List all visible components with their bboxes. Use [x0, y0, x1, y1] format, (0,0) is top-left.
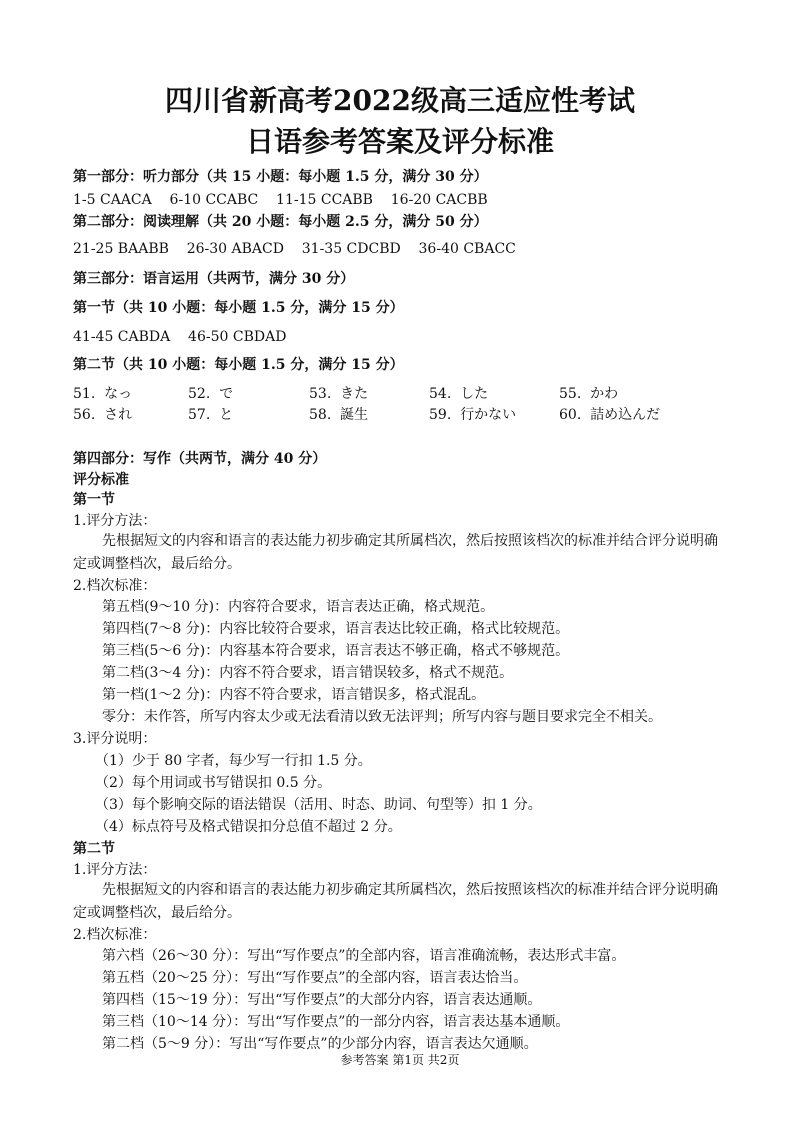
- part2-answers: 21-25 BAABB 26-30 ABACD 31-35 CDCBD 36-40 CBACC: [73, 241, 516, 257]
- part2-heading: 第二部分：阅读理解（共 20 小题：每小题 2.5 分，满分 50 分）: [73, 214, 488, 230]
- section1-method-text: 先根据短文的内容和语言的表达能力初步确定其所属档次，然后按照该档次的标准并结合评分说明确定或调整档次，最后给分。: [73, 533, 718, 572]
- note-item: （2）每个用词或书写错误扣 0.5 分。: [95, 775, 332, 791]
- level-item: 第三档(5～6 分)：内容基本符合要求，语言表达不够正确，格式不够规范。: [102, 643, 570, 659]
- level-item: 第一档(1～2 分)：内容不符合要求，语言错误多，格式混乱。: [102, 687, 486, 703]
- page-footer: 参考答案 第1页 共2页: [340, 1053, 460, 1067]
- section2-heading: 第二节: [73, 841, 115, 857]
- fill-answer: 57. と: [188, 407, 234, 423]
- part4-heading: 第四部分：写作（共两节，满分 40 分）: [73, 451, 327, 467]
- fill-answer: 52. で: [188, 386, 234, 402]
- section1-notes-heading: 3.评分说明：: [73, 731, 157, 747]
- note-item: （1）少于 80 字者，每少写一行扣 1.5 分。: [95, 753, 372, 769]
- level-item: 第六档（26～30 分）：写出“写作要点”的全部内容，语言准确流畅，表达形式丰富。: [102, 948, 626, 964]
- part3-section1-heading: 第一节（共 10 小题：每小题 1.5 分，满分 15 分）: [73, 300, 404, 316]
- level-item: 第三档（10～14 分）：写出“写作要点”的一部分内容，语言表达基本通顺。: [102, 1014, 570, 1030]
- part1-answers: 1-5 CAACA 6-10 CCABC 11-15 CCABB 16-20 CACBB: [73, 192, 488, 208]
- criteria-heading: 评分标准: [73, 472, 129, 488]
- section2-method-text: 先根据短文的内容和语言的表达能力初步确定其所属档次，然后按照该档次的标准并结合评分说明确定或调整档次，最后给分。: [73, 882, 718, 921]
- section2-method-heading: 1.评分方法：: [73, 862, 157, 878]
- section1-heading: 第一节: [73, 492, 115, 508]
- section2-levels-heading: 2.档次标准：: [73, 927, 157, 943]
- part1-heading: 第一部分：听力部分（共 15 小题：每小题 1.5 分，满分 30 分）: [73, 169, 488, 185]
- level-item: 零分：未作答，所写内容太少或无法看清以致无法评判；所写内容与题目要求完全不相关。: [102, 709, 662, 725]
- level-item: 第五档(9～10 分)：内容符合要求，语言表达正确，格式规范。: [102, 599, 495, 615]
- fill-answer: 51. なっ: [73, 386, 133, 402]
- fill-answer: 56. され: [73, 407, 133, 423]
- fill-answer: 55. かわ: [559, 386, 619, 402]
- level-item: 第二档(3～4 分)：内容不符合要求，语言错误较多，格式不规范。: [102, 665, 514, 681]
- section1-method-heading: 1.评分方法：: [73, 513, 157, 529]
- section1-levels-heading: 2.档次标准：: [73, 578, 157, 594]
- fill-answer: 58. 誕生: [309, 407, 369, 423]
- part3-section2-heading: 第二节（共 10 小题：每小题 1.5 分，满分 15 分）: [73, 357, 404, 373]
- fill-answer: 54. した: [429, 386, 489, 402]
- level-item: 第二档（5～9 分）：写出“写作要点”的少部分内容，语言表达欠通顺。: [102, 1036, 538, 1052]
- note-item: （3）每个影响交际的语法错误（活用、时态、助词、句型等）扣 1 分。: [95, 797, 542, 813]
- fill-answer: 53. きた: [309, 386, 369, 402]
- fill-answer: 60. 詰め込んだ: [559, 407, 661, 423]
- note-item: （4）标点符号及格式错误扣分总值不超过 2 分。: [95, 819, 402, 835]
- fill-answer: 59. 行かない: [429, 407, 517, 423]
- level-item: 第四档(7～8 分)：内容比较符合要求，语言表达比较正确，格式比较规范。: [102, 621, 570, 637]
- level-item: 第四档（15～19 分）：写出“写作要点”的大部分内容，语言表达通顺。: [102, 992, 542, 1008]
- document-title: 四川省新高考2022级高三适应性考试: [165, 84, 635, 117]
- level-item: 第五档（20～25 分）：写出“写作要点”的全部内容，语言表达恰当。: [102, 970, 528, 986]
- part3-heading: 第三部分：语言运用（共两节，满分 30 分）: [73, 271, 355, 287]
- document-subtitle: 日语参考答案及评分标准: [245, 125, 554, 158]
- part3-section1-answers: 41-45 CABDA 46-50 CBDAD: [73, 329, 287, 345]
